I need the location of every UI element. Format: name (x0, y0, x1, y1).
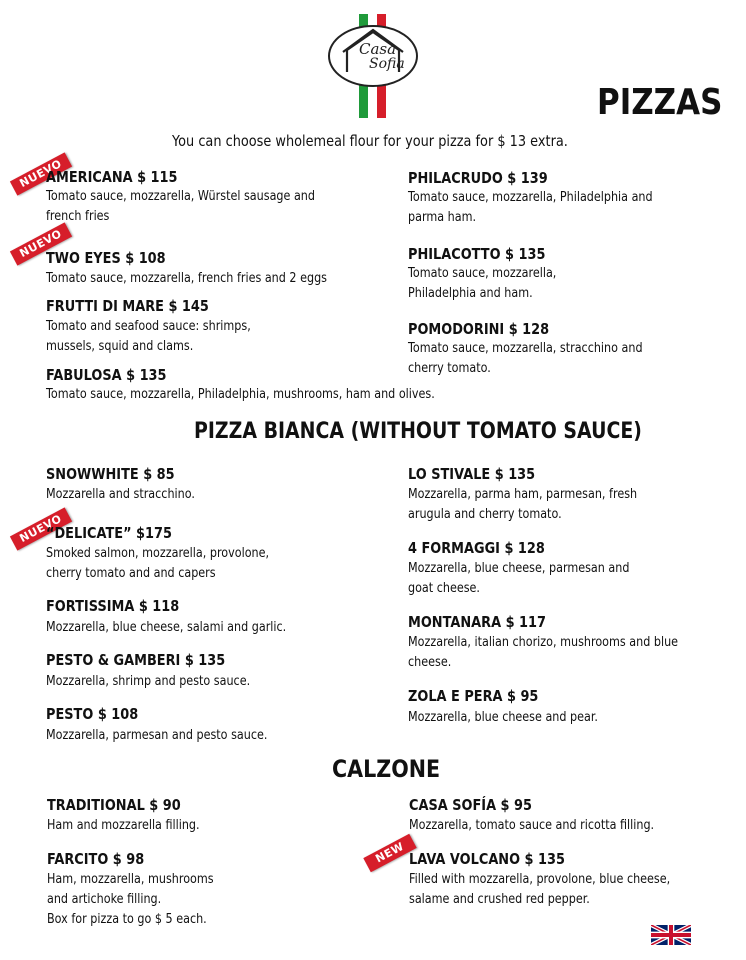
menu-item-name: CASA SOFÍA $ 95 (409, 796, 532, 814)
page-title: PIZZAS (597, 82, 723, 123)
menu-item-name: MONTANARA $ 117 (408, 613, 546, 631)
nuevo-badge: NUEVO (10, 152, 72, 195)
menu-item-name: POMODORINI $ 128 (408, 320, 550, 338)
menu-item-desc: Mozzarella, tomato sauce and ricotta filling. (409, 818, 655, 833)
menu-item-desc: Mozzarella, shrimp and pesto sauce. (46, 674, 251, 689)
menu-item-desc: Mozzarella, parmesan and pesto sauce. (46, 728, 268, 743)
nuevo-badge: NUEVO (10, 222, 72, 265)
wholemeal-note: You can choose wholemeal flour for your pizza for $ 13 extra. (172, 132, 568, 150)
menu-item-name: FARCITO $ 98 (47, 850, 145, 868)
menu-item-name: PESTO & GAMBERI $ 135 (46, 651, 226, 669)
menu-item-desc: Mozzarella, italian chorizo, mushrooms and blue cheese. (408, 635, 679, 670)
logo-text-2: Sofia (369, 56, 405, 72)
menu-item-name: PHILACOTTO $ 135 (408, 245, 546, 263)
nuevo-badge: NUEVO (10, 507, 72, 550)
menu-item-name: FABULOSA $ 135 (46, 366, 167, 384)
section-title-bianca: PIZZA BIANCA (WITHOUT TOMATO SAUCE) (194, 419, 642, 444)
menu-item-desc: Mozzarella, blue cheese, parmesan and goat cheese. (408, 561, 630, 596)
menu-item-name: LAVA VOLCANO $ 135 (409, 850, 565, 868)
menu-item-name: TRADITIONAL $ 90 (47, 796, 181, 814)
menu-item-name: FORTISSIMA $ 118 (46, 597, 180, 615)
box-note: Box for pizza to go $ 5 each. (47, 912, 207, 927)
menu-item-name: 4 FORMAGGI $ 128 (408, 539, 545, 557)
menu-item-desc: Ham, mozzarella, mushrooms and artichoke filling. (47, 872, 214, 907)
menu-item-desc: Ham and mozzarella filling. (47, 818, 200, 833)
menu-item-name: LO STIVALE $ 135 (408, 465, 536, 483)
new-badge: NEW (363, 834, 416, 873)
menu-item-name: PHILACRUDO $ 139 (408, 169, 548, 187)
menu-item-name: TWO EYES $ 108 (46, 249, 166, 267)
menu-item-desc: Filled with mozzarella, provolone, blue cheese, salame and crushed red pepper. (409, 872, 671, 907)
menu-item-name: FRUTTI DI MARE $ 145 (46, 297, 209, 315)
menu-item-desc: Tomato sauce, mozzarella, french fries and 2 eggs (46, 271, 327, 286)
menu-item-desc: Tomato sauce, mozzarella, Philadelphia and ham. (408, 266, 557, 301)
menu-item-name: ZOLA E PERA $ 95 (408, 687, 539, 705)
menu-item-desc: Mozzarella, blue cheese, salami and garlic. (46, 620, 287, 635)
menu-item-desc: Mozzarella, blue cheese and pear. (408, 710, 598, 725)
logo-text-1: Casa (359, 40, 397, 58)
menu-item-desc: Tomato sauce, mozzarella, stracchino and cherry tomato. (408, 341, 643, 376)
section-title-calzone: CALZONE (332, 755, 441, 783)
menu-item-desc: Tomato sauce, mozzarella, Philadelphia and parma ham. (408, 190, 653, 225)
menu-item-name: SNOWWHITE $ 85 (46, 465, 175, 483)
menu-item-name: AMERICANA $ 115 (46, 168, 178, 186)
menu-item-desc: Mozzarella and stracchino. (46, 487, 195, 502)
menu-item-desc: Tomato sauce, mozzarella, Würstel sausage and french fries (46, 189, 315, 224)
menu-item-desc: Tomato and seafood sauce: shrimps, mussels, squid and clams. (46, 319, 251, 354)
menu-item-name: “DELICATE” $175 (46, 524, 172, 542)
menu-item-desc: Mozzarella, parma ham, parmesan, fresh arugula and cherry tomato. (408, 487, 638, 522)
menu-item-name: PESTO $ 108 (46, 705, 139, 723)
logo (325, 14, 421, 118)
uk-flag-icon[interactable] (651, 922, 691, 948)
menu-item-desc: Smoked salmon, mozzarella, provolone, cherry tomato and and capers (46, 546, 270, 581)
menu-item-desc: Tomato sauce, mozzarella, Philadelphia, mushrooms, ham and olives. (46, 387, 435, 402)
